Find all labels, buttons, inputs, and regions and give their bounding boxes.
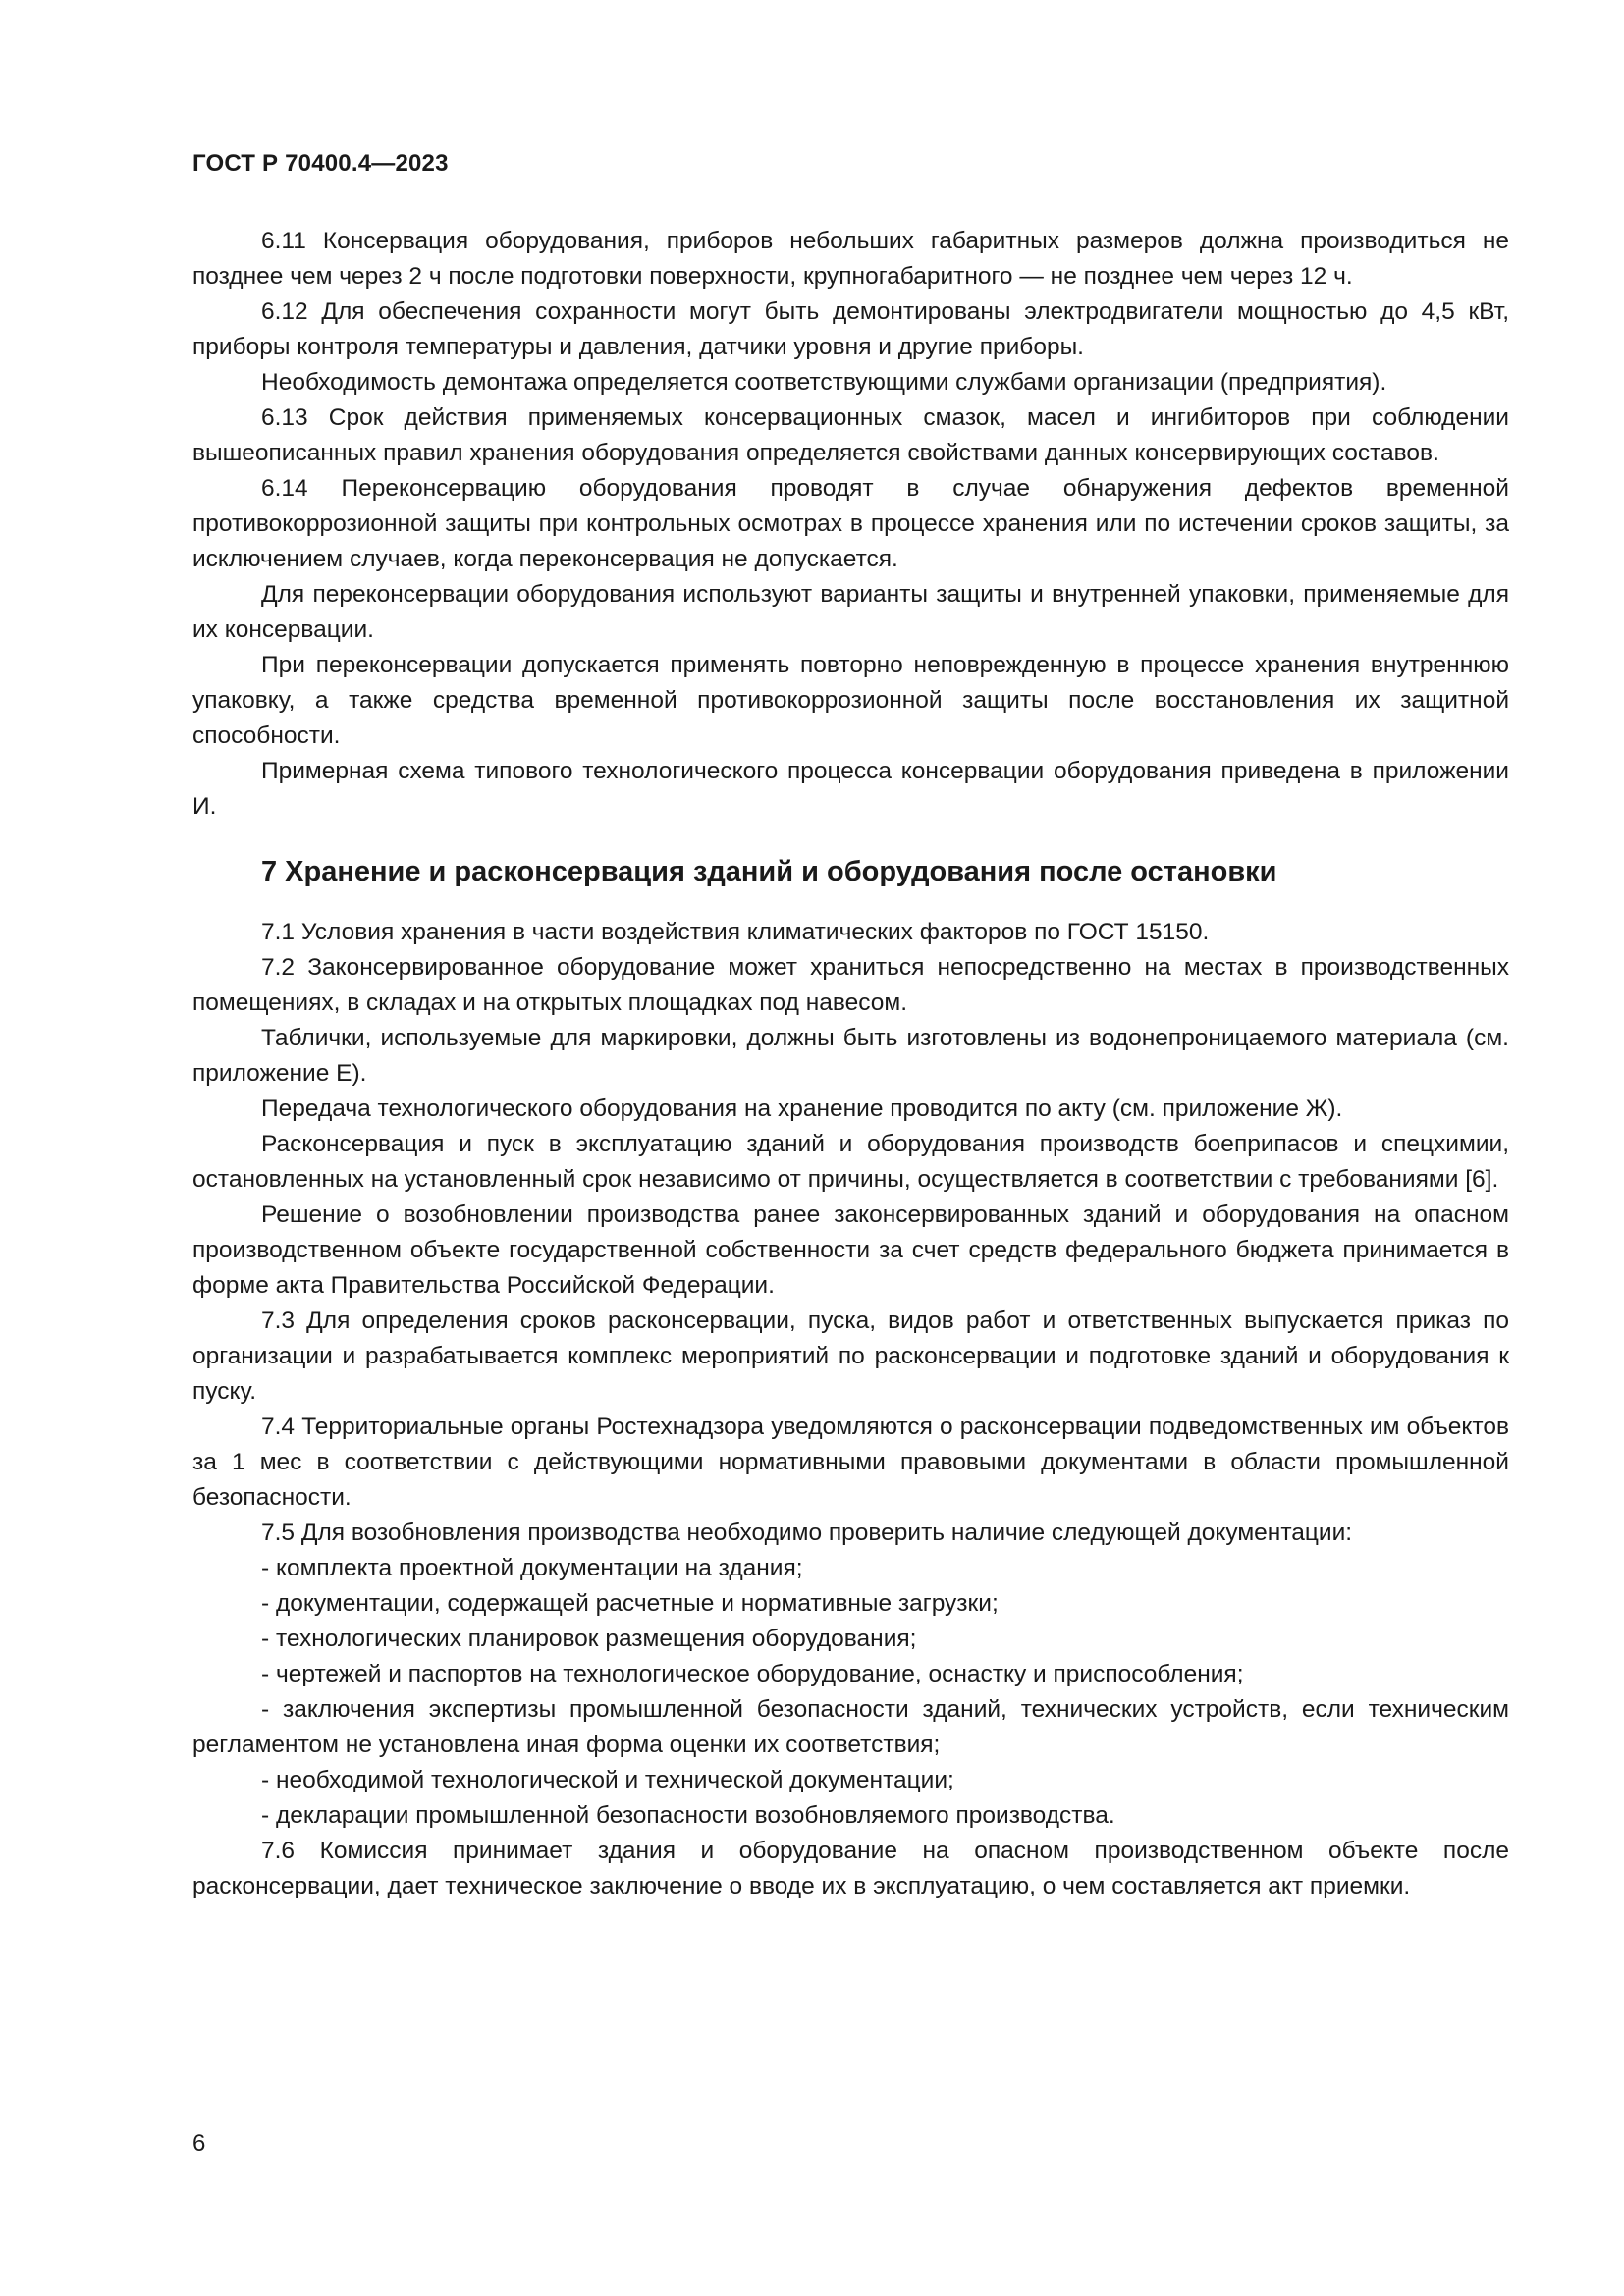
paragraph-7-2-transfer: Передача технологического оборудования на хранение проводится по акту (см. приложение Ж). [261,1095,1343,1122]
paragraph-7-2-decision: Решение о возобновлении производства ранее законсервированных зданий и оборудования на опасном производственном объекте государственной собственности за счет средств федерального бюджета принимается в форме акта Правительства Российской Федерации. [192,1201,1509,1299]
document-page [192,0,1509,2296]
paragraph-7-4: 7.4 Территориальные органы Ростехнадзора уведомляются о расконсервации подведомственных им объектов за 1 мес в соответствии с действующими нормативными правовыми документами в области промышленной безопасности. [192,1414,1509,1511]
paragraph-6-13: 6.13 Срок действия применяемых консервационных смазок, масел и ингибиторов при соблюдении вышеописанных правил хранения оборудования определяется свойствами данных консервирующих составов. [192,404,1509,466]
list-item: - технологических планировок размещения оборудования; [261,1626,917,1652]
paragraph-7-6: 7.6 Комиссия принимает здания и оборудование на опасном производственном объекте после расконсервации, дает техническое заключение о вводе их в эксплуатацию, о чем составляется акт приемки. [192,1838,1509,1899]
section-7-title: 7 Хранение и расконсервация зданий и оборудования после остановки [261,856,1277,887]
paragraph-6-11: 6.11 Консервация оборудования, приборов небольших габаритных размеров должна производиться не позднее чем через 2 ч после подготовки поверхности, крупногабаритного — не позднее чем через 12 ч. [192,228,1509,290]
paragraph-7-2-labels: Таблички, используемые для маркировки, должны быть изготовлены из водонепроницаемого материала (см. приложение Е). [192,1025,1509,1087]
list-item: - декларации промышленной безопасности возобновляемого производства. [261,1802,1115,1829]
paragraph-6-14-variants: Для переконсервации оборудования используют варианты защиты и внутренней упаковки, применяемые для их консервации. [192,581,1509,643]
list-item: - необходимой технологической и технической документации; [261,1767,954,1793]
paragraph-7-1: 7.1 Условия хранения в части воздействия климатических факторов по ГОСТ 15150. [261,919,1210,945]
page-number: 6 [192,2130,206,2157]
list-item: - заключения экспертизы промышленной безопасности зданий, технических устройств, если техническим регламентом не установлена иная форма оценки их соответствия; [192,1696,1509,1758]
document-body [192,224,1509,1904]
list-item: - документации, содержащей расчетные и нормативные загрузки; [261,1590,999,1617]
paragraph-6-14-reuse: При переконсервации допускается применять повторно неповрежденную в процессе хранения внутреннюю упаковку, а также средства временной противокоррозионной защиты после восстановления их защитной способности. [192,652,1509,749]
paragraph-6-12: 6.12 Для обеспечения сохранности могут быть демонтированы электродвигатели мощностью до 4,5 кВт, приборы контроля температуры и давления, датчики уровня и другие приборы. [192,298,1509,360]
list-item: - чертежей и паспортов на технологическое оборудование, оснастку и приспособления; [261,1661,1244,1687]
list-item: - комплекта проектной документации на здания; [261,1555,803,1581]
paragraph-7-3: 7.3 Для определения сроков расконсервации, пуска, видов работ и ответственных выпускается приказ по организации и разрабатывается комплекс мероприятий по расконсервации и подготовке зданий и оборудования к пуску. [192,1308,1509,1405]
paragraph-6-14: 6.14 Переконсервацию оборудования проводят в случае обнаружения дефектов временной противокоррозионной защиты при контрольных осмотрах в процессе хранения или по истечении сроков защиты, за исключением случаев, когда переконсервация не допускается. [192,475,1509,572]
paragraph-7-2: 7.2 Законсервированное оборудование может храниться непосредственно на местах в производственных помещениях, в складах и на открытых площадках под навесом. [192,954,1509,1016]
paragraph-6-14-scheme: Примерная схема типового технологического процесса консервации оборудования приведена в приложении И. [192,758,1509,820]
paragraph-6-12-note: Необходимость демонтажа определяется соответствующими службами организации (предприятия). [261,369,1387,396]
paragraph-7-2-deconservation: Расконсервация и пуск в эксплуатацию зданий и оборудования производств боеприпасов и спецхимии, остановленных на установленный срок независимо от причины, осуществляется в соответствии с требованиями [6]. [192,1131,1509,1193]
document-code-header: ГОСТ Р 70400.4—2023 [192,150,449,177]
paragraph-7-5: 7.5 Для возобновления производства необходимо проверить наличие следующей документации: [261,1520,1353,1546]
